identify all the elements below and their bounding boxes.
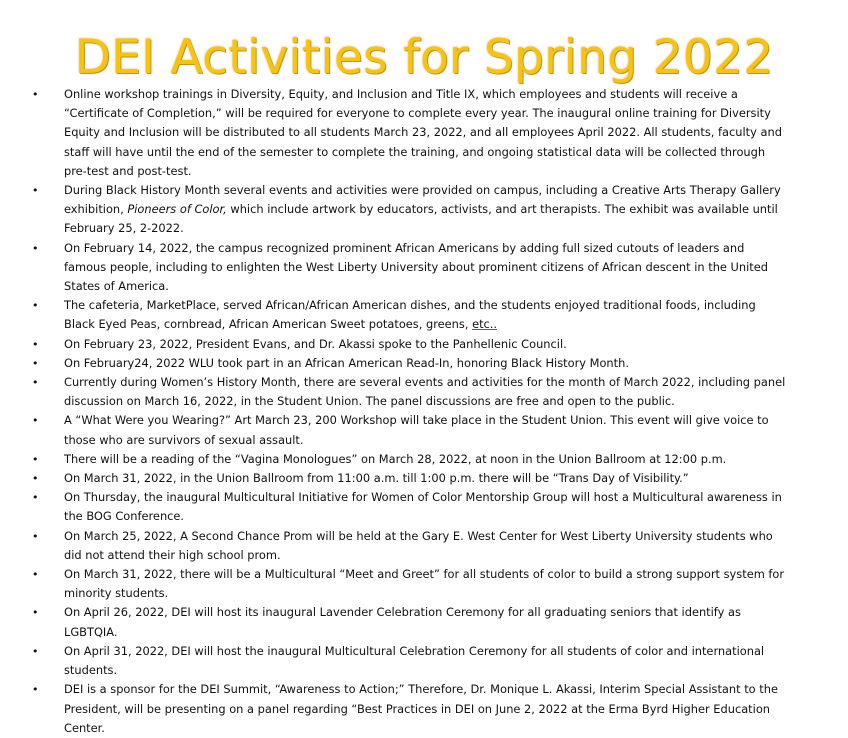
list-item (0, 354, 786, 373)
page-title: DEI Activities for Spring 2022 (74, 30, 774, 85)
bullet-icon: • (32, 568, 39, 582)
item-text: On March 31, 2022, in the Union Ballroom from 11:00 a.m. till 1:00 p.m. there will be “Trans Day of Visibility.” (64, 471, 689, 486)
list-item (0, 603, 786, 641)
bullet-icon: • (32, 529, 39, 543)
bullet-icon: • (32, 356, 39, 370)
etc-text: etc.. (472, 317, 498, 332)
bullet-icon: • (32, 683, 39, 697)
bullet-icon: • (32, 88, 39, 101)
item-text: On April 26, 2022, DEI will host its inaugural Lavender Celebration Ceremony for all graduating seniors that identify as LGBTQIA. (64, 605, 741, 639)
list-item (0, 565, 786, 603)
item-text: On March 25, 2022, A Second Chance Prom will be held at the Gary E. West Center for West Liberty University students who did not attend their high school prom. (64, 528, 773, 562)
item-text: On March 31, 2022, there will be a Multicultural “Meet and Greet” for all students of color to build a strong support system for minority students. (64, 567, 785, 601)
item-text: Online workshop trainings in Diversity, Equity, and Inclusion and Title IX, which employees and students will receive a “Certificate of Completion,” will be required for everyone to complete every year. The inaugural online training for Diversity Equity and Inclusion will be distributed to all students March 23, 2022, and all employees April 2022. All students, faculty and staff will have until the end of the semester to complete the training, and ongoing statistical data will be collected through pre-test and post-test. (64, 87, 782, 178)
list-item (0, 85, 786, 181)
list-item (0, 450, 786, 469)
list-item (0, 680, 786, 738)
bullet-icon: • (32, 241, 39, 255)
item-text: Currently during Women’s History Month, there are several events and activities for the month of March 2022, including panel discussion on March 16, 2022, in the Student Union. The panel discussions are free and open to the public. (64, 375, 786, 409)
bullet-icon: • (32, 644, 39, 658)
bullet-icon: • (32, 452, 39, 466)
item-text: During Black History Month several events and activities were provided on campus, including a Creative Arts Therapy Gallery exhibition, (64, 183, 781, 217)
bullet-icon: • (32, 606, 39, 620)
bullet-icon: • (32, 376, 39, 390)
item-text: On Thursday, the inaugural Multicultural Initiative for Women of Color Mentorship Group will host a Multicultural awareness in the BOG Conference. (64, 490, 782, 524)
bullet-icon: • (32, 184, 39, 198)
list-item (0, 239, 786, 297)
item-text: The cafeteria, MarketPlace, served African/African American dishes, and the students enjoyed traditional foods, including Black Eyed Peas, cornbread, African American Sweet potatoes, greens, (64, 298, 756, 332)
list-item (0, 527, 786, 565)
list-item (0, 642, 786, 680)
item-text: A “What Were you Wearing?” Art March 23, 200 Workshop will take place in the Student Union. This event will give voice to those who are survivors of sexual assault. (64, 413, 769, 447)
list-item (0, 335, 786, 354)
bullet-icon: • (32, 337, 39, 351)
item-text: On February 14, 2022, the campus recognized prominent African Americans by adding full sized cutouts of leaders and famous people, including to enlighten the West Liberty University about prominent citizens of African descent in the United States of America. (64, 240, 768, 294)
bullet-icon: • (32, 299, 39, 313)
list-item (0, 469, 786, 488)
exhibition-title: Pioneers of Color, (127, 202, 227, 217)
item-text: On April 31, 2022, DEI will host the inaugural Multicultural Celebration Ceremony for all students of color and international students. (64, 643, 765, 678)
list-item (0, 411, 786, 449)
item-text: On February 23, 2022, President Evans, and Dr. Akassi spoke to the Panhellenic Council. (64, 336, 567, 351)
bullet-icon: • (32, 414, 39, 428)
item-text: There will be a reading of the “Vagina Monologues” on March 28, 2022, at noon in the Union Ballroom at 12:00 p.m. (64, 451, 727, 466)
bullet-icon: • (32, 491, 39, 505)
item-text: DEI is a sponsor for the DEI Summit, “Awareness to Action;” Therefore, Dr. Monique L. Akassi, Interim Special Assistant to the President, will be presenting on a panel regarding “Best Practices in DEI on June 2, 2022 at the Erma Byrd Higher Education Center. (64, 682, 778, 735)
bullet-icon: • (32, 472, 39, 486)
list-item (0, 296, 786, 334)
activity-list (0, 85, 848, 738)
item-text: which include artwork by educators, activists, and art therapists. The exhibit was available until February 25, 2-2022. (64, 202, 778, 236)
item-text: On February24, 2022 WLU took part in an African American Read-In, honoring Black History Month. (64, 355, 629, 370)
list-item (0, 181, 786, 239)
list-item (0, 488, 786, 526)
list-item (0, 373, 786, 411)
